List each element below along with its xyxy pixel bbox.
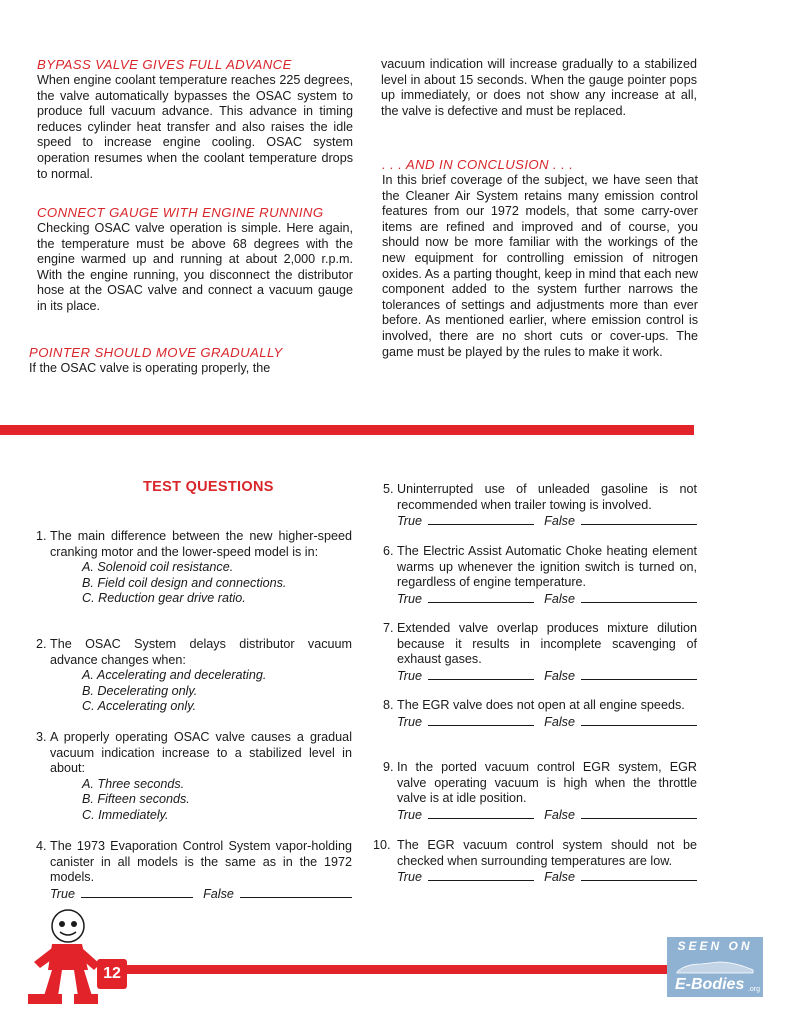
question-text: The EGR vacuum control system should not be checked when surrounding temperatures are low. [397, 838, 697, 868]
question-7 [383, 621, 697, 684]
question-text: The EGR valve does not open at all engine speeds. [397, 698, 685, 712]
question-text: The OSAC System delays distributor vacuum advance changes when: [50, 637, 352, 667]
question-number: 4. [36, 839, 47, 853]
false-answer-line[interactable] [581, 807, 697, 819]
continuation-text: vacuum indication will increase gradually to a stabilized level in about 15 seconds. When the gauge pointer pops up immediately, or does not show any increase at all, the valve is defective and must be replaced. [381, 57, 697, 118]
option: A. Three seconds. [82, 776, 185, 791]
false-label: False [544, 668, 575, 683]
left-column [37, 57, 353, 182]
true-label: True [397, 591, 422, 606]
test-questions-title: TEST QUESTIONS [143, 479, 274, 495]
question-text: A properly operating OSAC valve causes a gradual vacuum indication increase to a stabilized level in about: [50, 730, 352, 776]
badge-brand-text: E-Bodies [675, 976, 745, 993]
question-5 [383, 482, 697, 530]
question-number: 1. [36, 529, 47, 543]
section-body-bypass: When engine coolant temperature reaches 225 degrees, the valve automatically bypasses the OSAC system to produce full vacuum advance. This advance in timing reduces cylinder heat transfer and also raises the idle speed to increase engine cooling. OSAC system operation resumes when the coolant temperature drops to normal. [37, 73, 353, 181]
question-6 [383, 544, 697, 607]
question-9 [383, 760, 697, 823]
seen-on-badge [667, 937, 763, 997]
option: B. Decelerating only. [82, 683, 198, 698]
true-answer-line[interactable] [428, 591, 534, 603]
true-answer-line[interactable] [428, 513, 534, 525]
question-number: 8. [383, 698, 394, 712]
true-label: True [397, 870, 422, 885]
question-10 [373, 838, 697, 886]
mascot-icon [22, 906, 104, 1010]
page-number: 12 [97, 959, 127, 989]
divider-bar [0, 425, 694, 435]
true-false-row [397, 714, 697, 731]
false-answer-line[interactable] [581, 714, 697, 726]
option: B. Fifteen seconds. [82, 792, 190, 807]
true-false-row [397, 668, 697, 685]
false-answer-line[interactable] [581, 591, 697, 603]
false-answer-line[interactable] [581, 513, 697, 525]
section-heading-pointer: POINTER SHOULD MOVE GRADUALLY [29, 345, 283, 360]
false-label: False [544, 514, 575, 529]
false-answer-line[interactable] [581, 668, 697, 680]
right-column-2 [382, 157, 698, 360]
true-false-row [397, 591, 697, 608]
right-column [381, 57, 697, 119]
section-heading-bypass: BYPASS VALVE GIVES FULL ADVANCE [37, 57, 292, 72]
question-4 [36, 839, 352, 902]
question-number: 10. [373, 838, 391, 852]
false-label: False [544, 591, 575, 606]
option: A. Accelerating and decelerating. [82, 668, 267, 683]
true-false-row [397, 513, 697, 530]
question-text: In the ported vacuum control EGR system, EGR valve operating vacuum is high when the throttle valve is at idle position. [397, 760, 697, 806]
question-3 [36, 730, 352, 824]
question-text: The Electric Assist Automatic Choke heating element warms up whenever the ignition switch is turned on, regardless of engine temperature. [397, 544, 697, 590]
question-2 [36, 637, 352, 715]
true-answer-line[interactable] [428, 714, 534, 726]
true-answer-line[interactable] [81, 886, 193, 898]
section-heading-conclusion: . . . AND IN CONCLUSION . . . [382, 157, 574, 172]
badge-top-text: SEEN ON [667, 937, 763, 956]
question-8 [383, 698, 697, 730]
false-label: False [544, 714, 575, 729]
option: B. Field coil design and connections. [82, 575, 287, 590]
option: C. Reduction gear drive ratio. [82, 591, 246, 606]
question-number: 7. [383, 621, 394, 635]
true-label: True [397, 514, 422, 529]
section-body-pointer: If the OSAC valve is operating properly, the [29, 361, 271, 375]
true-false-row [397, 807, 697, 824]
question-number: 5. [383, 482, 394, 496]
option: C. Immediately. [82, 807, 169, 822]
true-label: True [397, 668, 422, 683]
section-heading-connect-gauge: CONNECT GAUGE WITH ENGINE RUNNING [37, 205, 324, 220]
true-false-row [397, 869, 697, 886]
question-1 [36, 529, 352, 607]
question-text: The main difference between the new higher-speed cranking motor and the lower-speed model is in: [50, 529, 352, 559]
question-text: Extended valve overlap produces mixture dilution because it results in incomplete scavenging of exhaust gases. [397, 621, 697, 667]
false-label: False [203, 886, 234, 901]
section-body-conclusion: In this brief coverage of the subject, we have seen that the Cleaner Air System retains many emission control features from our 1972 models, that some carry-over items are refined and improved and of course, you should now be more familiar with the workings of the new equipment for controlling emission of nitrogen oxides. As a parting thought, keep in mind that each new component added to the system further narrows the tolerances of settings and adjustments more than ever before. As mentioned earlier, where emission control is involved, there are no short cuts or cover-ups. The game must be played by the rules to make it work. [382, 173, 698, 359]
option: A. Solenoid coil resistance. [82, 560, 234, 575]
true-false-row [50, 886, 352, 903]
question-text: The 1973 Evaporation Control System vapor-holding canister in all models is the same as in the 1972 models. [50, 839, 352, 885]
false-label: False [544, 870, 575, 885]
true-label: True [397, 807, 422, 822]
section-body-connect-gauge: Checking OSAC valve operation is simple. Here again, the temperature must be above 68 degrees with the engine warmed up and running at about 2,000 r.p.m. With the engine running, you disconnect the distributor hose at the OSAC valve and connect a vacuum gauge in its place. [37, 221, 353, 313]
question-text: Uninterrupted use of unleaded gasoline is not recommended when trailer towing is involved. [397, 482, 697, 512]
true-answer-line[interactable] [428, 869, 534, 881]
false-answer-line[interactable] [581, 869, 697, 881]
car-icon [675, 958, 755, 976]
question-number: 3. [36, 730, 47, 744]
option: C. Accelerating only. [82, 699, 197, 714]
footer-bar [100, 965, 667, 974]
true-label: True [50, 886, 75, 901]
false-answer-line[interactable] [240, 886, 352, 898]
question-number: 2. [36, 637, 47, 651]
false-label: False [544, 807, 575, 822]
true-answer-line[interactable] [428, 807, 534, 819]
question-number: 9. [383, 760, 394, 774]
badge-bottom [667, 956, 763, 997]
badge-suffix-text: .org [747, 986, 760, 993]
left-column-2 [37, 205, 353, 315]
question-number: 6. [383, 544, 394, 558]
true-label: True [397, 714, 422, 729]
left-column-3 [29, 345, 349, 377]
true-answer-line[interactable] [428, 668, 534, 680]
